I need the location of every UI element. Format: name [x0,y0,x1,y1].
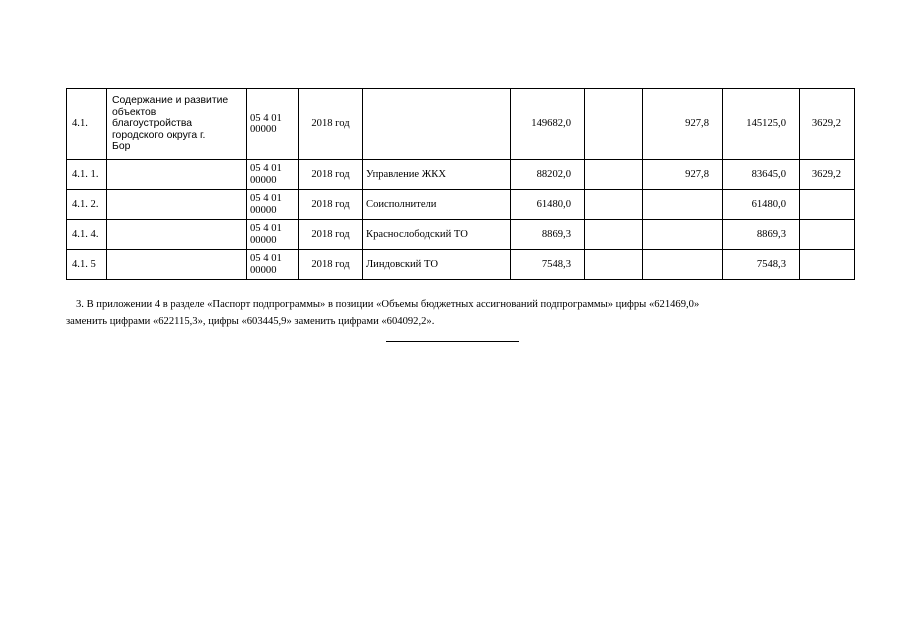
table-row [67,190,855,220]
year-cell: 2018 год [299,220,363,250]
table-row [67,250,855,280]
row-number: 4.1. 2. [67,190,107,220]
closing-divider [386,341,519,342]
activity-name [107,250,247,280]
activity-name [107,89,247,160]
budget-code: 05 4 01 00000 [247,250,299,280]
col-a-cell [585,89,643,160]
col-b-cell: 927,8 [643,160,723,190]
col-c-cell: 83645,0 [723,160,800,190]
activity-name-line: благоустройства [112,118,193,130]
col-b-cell [643,250,723,280]
executor-cell: Соисполнители [363,190,511,220]
activity-name-line: городского округа г. [112,129,206,141]
budget-code: 05 4 01 00000 [247,160,299,190]
table-row [67,160,855,190]
executor-cell: Краснослободский ТО [363,220,511,250]
budget-code: 05 4 01 00000 [247,190,299,220]
year-cell: 2018 год [299,160,363,190]
activity-name-line: Содержание и развитие [112,95,229,107]
activity-name [107,190,247,220]
activity-name [107,160,247,190]
total-cell: 8869,3 [511,220,585,250]
col-d-cell [800,220,855,250]
budget-code: 05 4 01 00000 [247,220,299,250]
col-d-cell [800,190,855,220]
col-a-cell [585,250,643,280]
row-number: 4.1. [67,89,107,160]
row-number: 4.1. 5 [67,250,107,280]
year-cell: 2018 год [299,89,363,160]
col-c-cell: 61480,0 [723,190,800,220]
total-cell: 61480,0 [511,190,585,220]
executor-cell: Управление ЖКХ [363,160,511,190]
table-row [67,89,855,160]
table-row [67,220,855,250]
col-b-cell [643,220,723,250]
col-c-cell: 145125,0 [723,89,800,160]
paragraph-line: 3. В приложении 4 в разделе «Паспорт подпрограммы» в позиции «Объемы бюджетных ассигнований подпрограммы» цифры «621469,0» [76,299,700,310]
col-d-cell: 3629,2 [800,89,855,160]
budget-table [66,88,855,280]
total-cell: 149682,0 [511,89,585,160]
col-d-cell [800,250,855,280]
total-cell: 88202,0 [511,160,585,190]
col-a-cell [585,160,643,190]
activity-name-line: объектов [112,106,157,118]
row-number: 4.1. 1. [67,160,107,190]
total-cell: 7548,3 [511,250,585,280]
col-c-cell: 8869,3 [723,220,800,250]
col-a-cell [585,220,643,250]
executor-cell [363,89,511,160]
budget-code: 05 4 01 00000 [247,89,299,160]
executor-cell: Линдовский ТО [363,250,511,280]
col-a-cell [585,190,643,220]
col-c-cell: 7548,3 [723,250,800,280]
paragraph-line: заменить цифрами «622115,3», цифры «603445,9» заменить цифрами «604092,2». [66,316,435,327]
year-cell: 2018 год [299,190,363,220]
col-d-cell: 3629,2 [800,160,855,190]
amendment-paragraph [66,296,856,330]
activity-name [107,220,247,250]
col-b-cell [643,190,723,220]
row-number: 4.1. 4. [67,220,107,250]
year-cell: 2018 год [299,250,363,280]
activity-name-line: Бор [112,141,131,153]
col-b-cell: 927,8 [643,89,723,160]
